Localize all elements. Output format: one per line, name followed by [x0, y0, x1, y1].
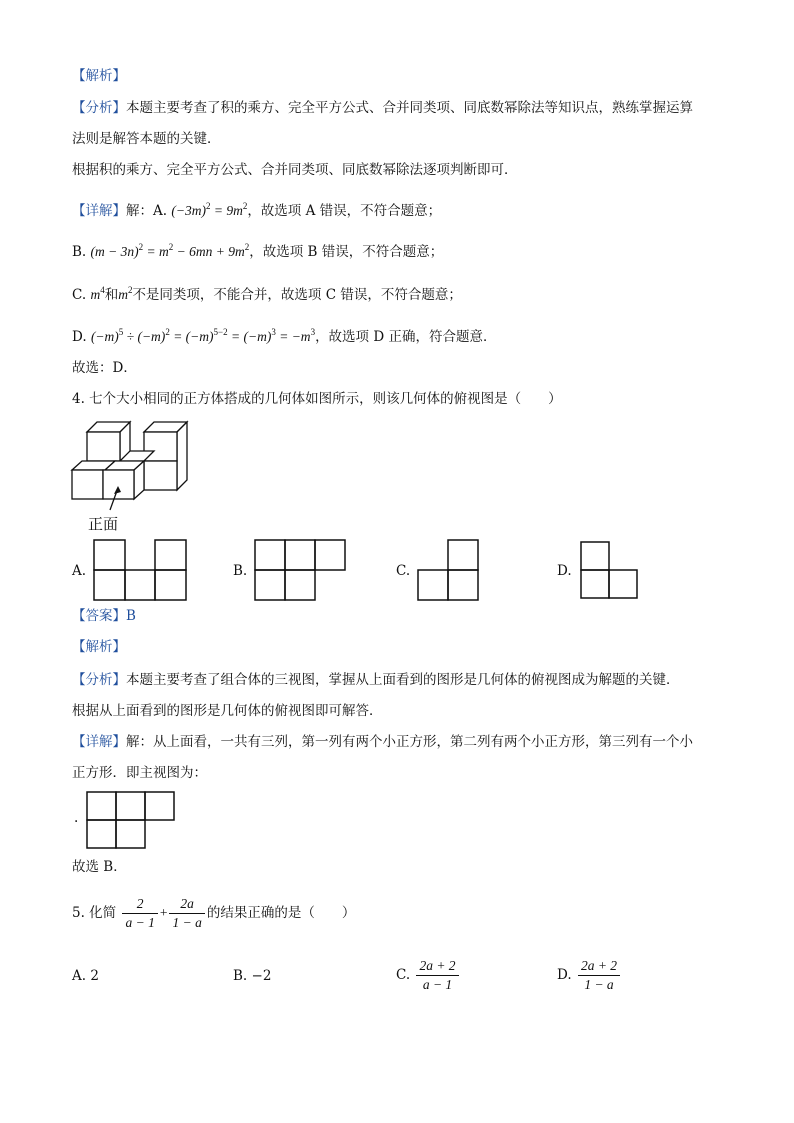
q4-analysis-line-1 [72, 670, 680, 690]
analysis-line-2: 法则是解答本题的关键． [72, 131, 221, 147]
q5-stem-prefix: 5. 化简 [72, 905, 117, 921]
q4-detail-line-1 [72, 732, 693, 752]
option-c-text: 不是同类项，不能合并，故选项 C 错误，不符合题意； [132, 287, 462, 303]
q5-option-c-label: C. [396, 967, 411, 983]
q5-option-d-label: D. [557, 967, 572, 983]
q4-dot: . [74, 810, 79, 826]
option-a-text: ，故选项 A 错误，不符合题意； [247, 203, 442, 219]
option-c-term1: $m^4$ [90, 285, 105, 302]
q4-option-b-label: B. [233, 563, 248, 579]
q5-option-c [396, 955, 461, 995]
q4-analysis-text-1: 本题主要考查了组合体的三视图，掌握从上面看到的图形是几何体的俯视图成为解题的关键． [126, 672, 680, 688]
q4-option-c-figure [416, 538, 480, 602]
detail-line-d [72, 322, 496, 347]
analysis-line-3: 根据积的乘方、完全平方公式、合并同类项、同底数幂除法逐项判断即可． [72, 162, 518, 178]
q5-option-a: A. 2 [72, 968, 99, 984]
option-a-prefix: 解：A. [126, 203, 168, 219]
q4-option-a-figure [92, 538, 188, 602]
detail-tag: 【详解】 [72, 203, 126, 219]
q5-fraction-2: $\frac{2a}{1 - a}$ [169, 895, 204, 932]
option-a-formula: $(-3m)^2 = 9m^2$ [171, 201, 248, 218]
q4-detail-line-2: 正方形．即主视图为： [72, 765, 207, 781]
q5-option-d [557, 955, 622, 995]
option-c-term2: $m^2$ [118, 285, 133, 302]
q5-option-d-fraction: $\frac{2a + 2}{1 - a}$ [578, 957, 620, 994]
q4-answer: 【答案】B [72, 608, 136, 624]
q4-answer-figure [85, 790, 177, 850]
analysis-tag: 【分析】 [72, 100, 126, 116]
q4-option-d-figure [579, 540, 641, 600]
q5-plus: + [159, 905, 168, 920]
jiexi-label: 【解析】 [72, 68, 126, 84]
q4-option-d-label: D. [557, 563, 572, 579]
detail-line-c [72, 280, 462, 305]
q4-analysis-line-2: 根据从上面看到的图形是几何体的俯视图即可解答． [72, 703, 383, 719]
option-b-formula: $(m - 3n)^2 = m^2 - 6mn + 9m^2$ [90, 242, 250, 259]
option-d-prefix: D. [72, 329, 87, 345]
option-c-prefix: C. [72, 287, 87, 303]
q4-jiexi-label: 【解析】 [72, 639, 126, 655]
question-4-stem: 4. 七个大小相同的正方体搭成的几何体如图所示，则该几何体的俯视图是（ ） [72, 391, 562, 407]
analysis-line-1 [72, 98, 693, 118]
q5-stem-suffix: 的结果正确的是（ ） [206, 905, 356, 921]
q5-option-c-fraction: $\frac{2a + 2}{a - 1}$ [416, 957, 458, 994]
option-d-text: ，故选项 D 正确，符合题意． [315, 329, 497, 345]
q4-detail-tag: 【详解】 [72, 734, 126, 750]
detail-line-b [72, 237, 443, 262]
q5-fraction-1: $\frac{2}{a - 1}$ [122, 895, 157, 932]
q4-conclusion: 故选 B． [72, 859, 127, 875]
q4-option-c-label: C. [396, 563, 411, 579]
q4-detail-text-1: 解：从上面看，一共有三列，第一列有两个小正方形，第二列有两个小正方形，第三列有一个小 [126, 734, 693, 750]
q4-analysis-tag: 【分析】 [72, 672, 126, 688]
q4-option-b-figure [253, 538, 347, 602]
analysis-text-1: 本题主要考查了积的乘方、完全平方公式、合并同类项、同底数幂除法等知识点，熟练掌握运算 [126, 100, 693, 116]
front-label: 正面 [88, 515, 119, 533]
cube-figure [70, 418, 200, 513]
q4-option-a-label: A. [72, 563, 87, 579]
conclusion-q3: 故选：D． [72, 360, 137, 376]
detail-line-a [72, 196, 441, 221]
q5-option-b: B. −2 [233, 968, 272, 984]
question-5-stem [72, 893, 355, 933]
option-d-formula: $(-m)^5 \div (-m)^2 = (-m)^{5-2} = (-m)^3 = -m^3$ [90, 327, 316, 344]
option-b-text: ，故选项 B 错误，不符合题意； [249, 244, 444, 260]
option-b-prefix: B. [72, 244, 87, 260]
option-c-and: 和 [104, 287, 119, 303]
